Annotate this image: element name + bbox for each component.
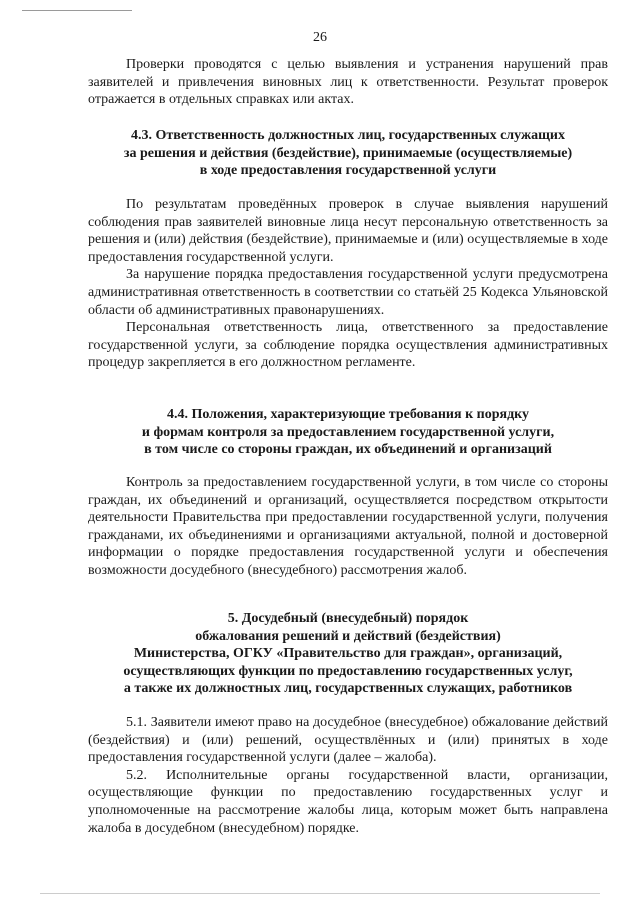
heading-line: а также их должностных лиц, государственных служащих, работников — [123, 681, 573, 697]
heading-line: 5. Досудебный (внесудебный) порядок — [227, 611, 469, 626]
section-4-4-body — [88, 474, 608, 580]
heading-line: осуществляющих функции по предоставлению государственных услуг, — [123, 663, 573, 679]
section-5-body — [88, 714, 608, 837]
scan-edge-top — [22, 10, 132, 11]
intro-paragraph-block — [88, 56, 608, 109]
heading-line: в том числе со стороны граждан, их объединений и организаций — [144, 442, 552, 458]
heading-line: 4.3. Ответственность должностных лиц, государственных служащих — [131, 128, 565, 143]
paragraph: 5.1. Заявители имеют право на досудебное (внесудебное) обжалование действий (бездействия) и (или) решений, осуществлённых и (или) принятых в ходе предоставления государственной услуги (далее – жалоба). — [88, 715, 608, 766]
paragraph: По результатам проведённых проверок в случае выявления нарушений соблюдения прав заявителей виновные лица несут персональную ответственность за решения и (или) действия (бездействие), принимаемые и (или) осуществляемые в ходе предоставления государственной услуги. — [88, 197, 608, 265]
section-5-heading — [88, 610, 608, 698]
paragraph: 5.2. Исполнительные органы государственной власти, организации, осуществляющие функции по предоставлению государственных услуг и уполномоченные на рассмотрение жалобы лица, которым может быть направлена жалоба в досудебном (внесудебном) порядке. — [88, 767, 608, 836]
heading-line: Министерства, ОГКУ «Правительство для граждан», организаций, — [133, 646, 563, 662]
heading-line: и формам контроля за предоставлением государственной услуги, — [141, 424, 555, 440]
section-4-4-heading — [88, 406, 608, 459]
section-4-3-heading — [88, 127, 608, 180]
paragraph: Контроль за предоставлением государственной услуги, в том числе со стороны граждан, их объединений и организаций, осуществляется посредством открытости деятельности Правительства при предоставлении государственной услуги, получения гражданами, их объединениями и организациями актуальной, полной и достоверной информации о порядке предоставления государственной услуги и обеспечения возможности досудебного (внесудебного) рассмотрения жалоб. — [88, 475, 608, 578]
heading-line: обжалования решений и действий (бездействия) — [195, 628, 501, 644]
heading-line: в ходе предоставления государственной услуги — [199, 163, 497, 179]
paragraph: За нарушение порядка предоставления государственной услуги предусмотрена административная ответственность в соответствии со статьёй 25 Кодекса Ульяновской области об административных правонарушениях. — [88, 267, 608, 318]
paragraph: Персональная ответственность лица, ответственного за предоставление государственной услуги, за соблюдение порядка осуществления административных процедур закрепляется в его должностном регламенте. — [88, 320, 608, 371]
scan-edge-bottom — [40, 893, 600, 894]
page-number: 26 — [313, 30, 327, 45]
heading-line: за решения и действия (бездействие), принимаемые (осуществляемые) — [123, 145, 573, 161]
section-4-3-body — [88, 196, 608, 372]
heading-line: 4.4. Положения, характеризующие требования к порядку — [166, 407, 530, 422]
intro-paragraph: Проверки проводятся с целью выявления и устранения нарушений прав заявителей и привлечения виновных лиц к ответственности. Результат проверок отражается в отдельных справках или актах. — [88, 57, 608, 108]
